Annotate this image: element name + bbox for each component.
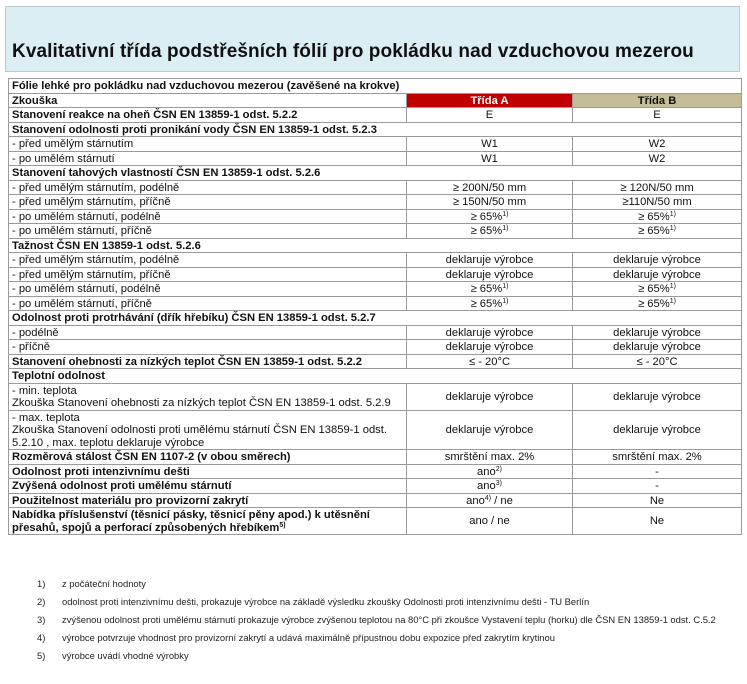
class-b-value: ≥ 65%$^{1)}$ <box>573 296 742 311</box>
class-a-value: ano$^{3)}$ <box>407 479 573 494</box>
class-a-value: W1 <box>407 137 573 152</box>
class-b-value: deklaruje výrobce <box>573 253 742 268</box>
footnote-ref: 1) <box>669 210 676 218</box>
section-row <box>9 311 742 326</box>
footnote-number: 1) <box>37 578 46 589</box>
class-b-value: E <box>573 108 742 123</box>
row-label: Rozměrová stálost ČSN EN 1107-2 (v obou směrech) <box>9 450 407 465</box>
class-a-value: ≥ 65%$^{1)}$ <box>407 296 573 311</box>
class-a-value: deklaruje výrobce <box>407 325 573 340</box>
class-a-value: ≥ 65%$^{1)}$ <box>407 224 573 239</box>
section-row <box>9 122 742 137</box>
row-label: - podélně <box>9 325 407 340</box>
table-row <box>9 383 742 410</box>
footnote-item <box>37 650 737 662</box>
class-b-value: ≥110N/50 mm <box>573 195 742 210</box>
class-b-value: deklaruje výrobce <box>573 383 742 410</box>
class-a-value: ≥ 65%$^{1)}$ <box>407 282 573 297</box>
class-b-value: ≥ 65%$^{1)}$ <box>573 209 742 224</box>
footnote-ref: 1) <box>502 210 509 218</box>
class-a-value: ≤ - 20°C <box>407 354 573 369</box>
table-row <box>9 224 742 239</box>
header-class-a: Třída A <box>407 93 573 108</box>
footnote-item <box>37 578 737 590</box>
table-row <box>9 267 742 282</box>
row-label: - max. teplota Zkouška Stanovení odolnosti proti umělému stárnutí ČSN EN 13859-1 odst. 5.2.10 , max. teplotu deklaruje výrobce <box>9 410 407 450</box>
class-a-value: ≥ 65%$^{1)}$ <box>407 209 573 224</box>
table-row <box>9 508 742 535</box>
table-row <box>9 296 742 311</box>
row-label: Stanovení ohebnosti za nízkých teplot ČSN EN 13859-1 odst. 5.2.2 <box>9 354 407 369</box>
class-b-value: deklaruje výrobce <box>573 410 742 450</box>
table-row <box>9 325 742 340</box>
row-label: - před umělým stárnutím, příčně <box>9 195 407 210</box>
class-a-value: ≥ 200N/50 mm <box>407 180 573 195</box>
title-banner <box>5 6 740 72</box>
class-a-value: deklaruje výrobce <box>407 267 573 282</box>
row-label: Odolnost proti protrhávání (dřík hřebíku) ČSN EN 13859-1 odst. 5.2.7 <box>9 311 742 326</box>
class-b-value: - <box>573 479 742 494</box>
footnote-text: z počáteční hodnoty <box>62 578 146 589</box>
table-row <box>9 108 742 123</box>
table-row <box>9 180 742 195</box>
footnote-ref: 3) <box>495 480 502 487</box>
class-a-value: deklaruje výrobce <box>407 383 573 410</box>
class-a-value: deklaruje výrobce <box>407 410 573 450</box>
row-label: - před umělým stárnutím <box>9 137 407 152</box>
header-class-b: Třída B <box>573 93 742 108</box>
footnote-ref: 1) <box>669 283 676 290</box>
row-label: - po umělém stárnutí, příčně <box>9 296 407 311</box>
footnote-item <box>37 614 737 626</box>
class-b-value: ≥ 120N/50 mm <box>573 180 742 195</box>
table-row <box>9 450 742 465</box>
footnote-ref: 4) <box>484 494 492 502</box>
footnotes <box>37 578 737 668</box>
table-row <box>9 195 742 210</box>
row-label: - před umělým stárnutím, podélně <box>9 253 407 268</box>
row-label: Odolnost proti intenzivnímu dešti <box>9 464 407 479</box>
class-a-value: ano$^{4)}$ / ne <box>407 493 573 508</box>
row-label: Teplotní odolnost <box>9 369 742 384</box>
class-a-value: W1 <box>407 151 573 166</box>
footnote-ref: 1) <box>502 225 509 232</box>
table-row <box>9 479 742 494</box>
row-label: - příčně <box>9 340 407 355</box>
class-b-value: W2 <box>573 151 742 166</box>
table-row <box>9 354 742 369</box>
footnote-ref: 1) <box>669 225 676 232</box>
row-label: Nabídka příslušenství (těsnicí pásky, těsnicí pěny apod.) k utěsnění přesahů, spojů a perforací způsobených hřebíkem$^{5)}$ <box>9 508 407 535</box>
table-row <box>9 137 742 152</box>
row-label: - po umělém stárnutí, podélně <box>9 282 407 297</box>
footnote-item <box>37 596 737 608</box>
class-b-value: ≤ - 20°C <box>573 354 742 369</box>
row-label: Stanovení odolnosti proti pronikání vody ČSN EN 13859-1 odst. 5.2.3 <box>9 122 742 137</box>
table-row <box>9 151 742 166</box>
table-row <box>9 282 742 297</box>
row-label: Stanovení reakce na oheň ČSN EN 13859-1 odst. 5.2.2 <box>9 108 407 123</box>
footnote-ref: 5) <box>279 521 286 529</box>
footnote-ref: 1) <box>669 297 676 305</box>
table-row <box>9 410 742 450</box>
row-label: Stanovení tahových vlastností ČSN EN 13859-1 odst. 5.2.6 <box>9 166 742 181</box>
class-b-value: ≥ 65%$^{1)}$ <box>573 224 742 239</box>
footnote-number: 4) <box>37 632 46 643</box>
spec-table <box>8 78 742 535</box>
class-a-value: E <box>407 108 573 123</box>
table-header-row <box>9 93 742 108</box>
class-a-value: deklaruje výrobce <box>407 340 573 355</box>
footnote-number: 3) <box>37 614 46 625</box>
section-row <box>9 238 742 253</box>
footnote-ref: 1) <box>502 283 509 290</box>
class-b-value: smrštění max. 2% <box>573 450 742 465</box>
page-title: Kvalitativní třída podstřešních fólií pro pokládku nad vzduchovou mezerou <box>12 41 694 62</box>
row-label: Použitelnost materiálu pro provizorní zakrytí <box>9 493 407 508</box>
class-a-value: ano / ne <box>407 508 573 535</box>
table-caption-row <box>9 79 742 94</box>
class-b-value: deklaruje výrobce <box>573 325 742 340</box>
table-row <box>9 464 742 479</box>
row-label: - min. teplota Zkouška Stanovení ohebnosti za nízkých teplot ČSN EN 13859-1 odst. 5.2.9 <box>9 383 407 410</box>
table-row <box>9 340 742 355</box>
table-row <box>9 493 742 508</box>
class-b-value: - <box>573 464 742 479</box>
class-b-value: Ne <box>573 508 742 535</box>
class-b-value: ≥ 65%$^{1)}$ <box>573 282 742 297</box>
row-label: Zvýšená odolnost proti umělému stárnutí <box>9 479 407 494</box>
class-b-value: deklaruje výrobce <box>573 340 742 355</box>
section-row <box>9 166 742 181</box>
class-a-value: ≥ 150N/50 mm <box>407 195 573 210</box>
footnote-text: výrobce potvrzuje vhodnost pro provizorní zakrytí a udává maximálně přípustnou dobu expozice před zakrytím krytinou <box>62 632 555 643</box>
row-label: - po umělém stárnutí, podélně <box>9 209 407 224</box>
row-label: Tažnost ČSN EN 13859-1 odst. 5.2.6 <box>9 238 742 253</box>
class-a-value: ano$^{2)}$ <box>407 464 573 479</box>
footnote-text: zvýšenou odolnost proti umělému stárnutí prokazuje výrobce zvýšenou teplotou na 80°C při zkoušce Vystavení teplu (horku) dle ČSN EN 13859-1 odst. C.5.2 <box>62 614 716 625</box>
class-b-value: deklaruje výrobce <box>573 267 742 282</box>
row-label: - před umělým stárnutím, podélně <box>9 180 407 195</box>
header-test: Zkouška <box>9 93 407 108</box>
table-row <box>9 253 742 268</box>
footnote-ref: 1) <box>502 297 509 305</box>
footnote-number: 5) <box>37 650 46 661</box>
row-label: - před umělým stárnutím, příčně <box>9 267 407 282</box>
class-b-value: W2 <box>573 137 742 152</box>
row-label: - po umělém stárnutí <box>9 151 407 166</box>
class-a-value: deklaruje výrobce <box>407 253 573 268</box>
footnote-ref: 2) <box>495 465 502 473</box>
footnote-number: 2) <box>37 596 46 607</box>
class-a-value: smrštění max. 2% <box>407 450 573 465</box>
footnote-item <box>37 632 737 644</box>
section-row <box>9 369 742 384</box>
table-row <box>9 209 742 224</box>
row-label: - po umělém stárnutí, příčně <box>9 224 407 239</box>
footnote-text: výrobce uvádí vhodné výrobky <box>62 650 189 661</box>
footnote-text: odolnost proti intenzivnímu dešti, prokazuje výrobce na základě výsledku zkoušky Odolnosti proti intenzivnímu dešti - TU Berlín <box>62 596 590 607</box>
class-b-value: Ne <box>573 493 742 508</box>
table-caption: Fólie lehké pro pokládku nad vzduchovou mezerou (zavěšené na krokve) <box>9 79 742 94</box>
